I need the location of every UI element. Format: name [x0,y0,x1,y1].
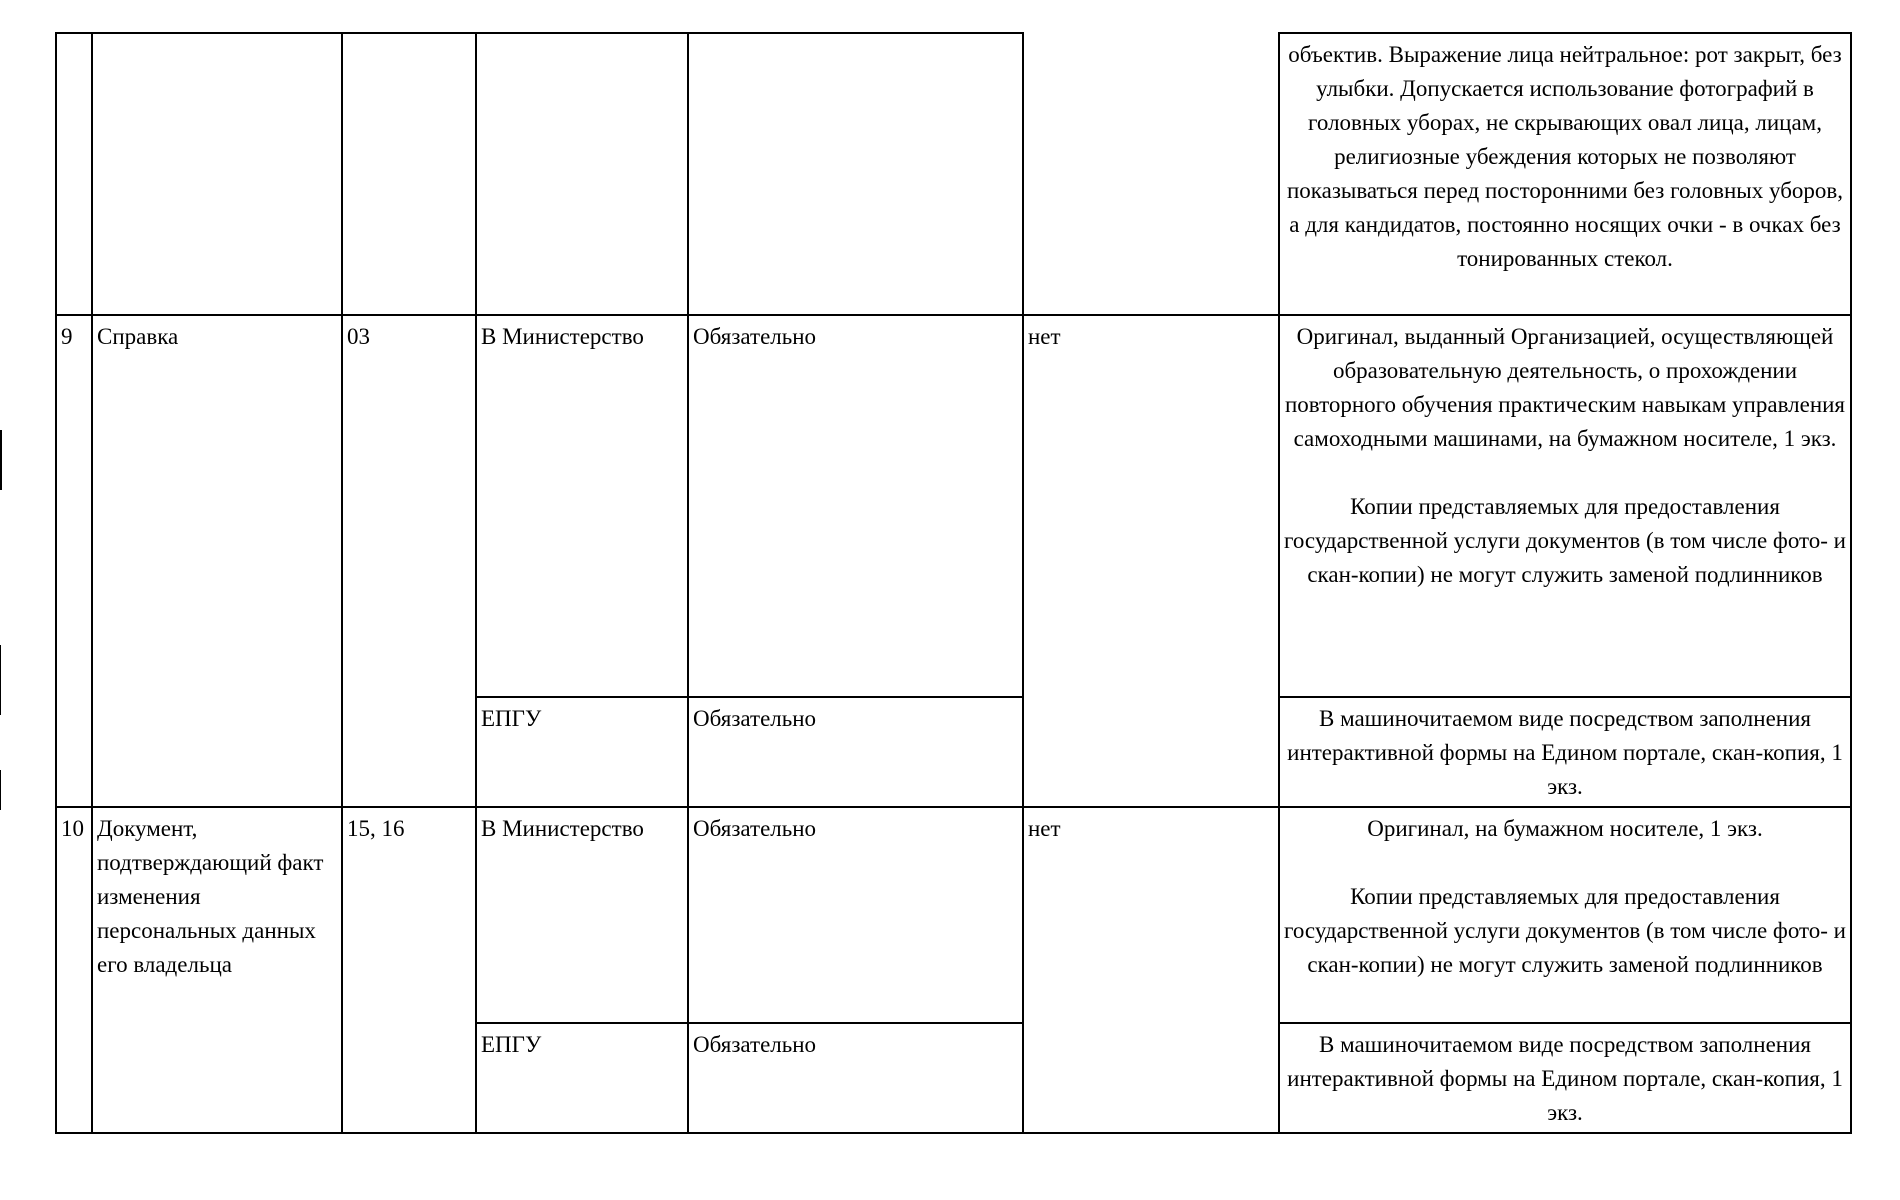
cell-doc [92,33,342,315]
cell-channel: ЕПГУ [476,1023,688,1133]
cell-codes: 03 [342,315,476,807]
cell-channel: В Министерство [476,315,688,697]
table-row [56,807,1851,1023]
scan-artifact [0,770,1,810]
cell-channel: В Министерство [476,807,688,1023]
cell-status: Обязательно [688,315,1023,697]
documents-table [55,32,1852,1134]
cell-channel [476,33,688,315]
table-row-continuation [56,33,1851,315]
scan-artifact [0,645,1,715]
cell-note: Оригинал, выданный Организацией, осуществляющей образовательную деятельность, о прохождении повторного обучения практическим навыкам управления самоходными машинами, на бумажном носителе, 1 экз. Копии представляемых для предоставления государственной услуги документов (в том числе фото- и скан-копии) не могут служить заменой подлинников [1279,315,1851,697]
cell-status [688,33,1023,315]
table-row [56,315,1851,697]
cell-channel: ЕПГУ [476,697,688,807]
cell-status: Обязательно [688,697,1023,807]
cell-doc: Документ, подтверждающий факт изменения персональных данных его владельца [92,807,342,1133]
cell-doc: Справка [92,315,342,807]
cell-note: объектив. Выражение лица нейтральное: рот закрыт, без улыбки. Допускается использование фотографий в головных уборах, не скрывающих овал лица, лицам, религиозные убеждения которых не позволяют показываться перед посторонними без головных уборов, а для кандидатов, постоянно носящих очки - в очках без тонированных стекол. [1279,33,1851,315]
cell-num [56,33,92,315]
cell-status: Обязательно [688,807,1023,1023]
cell-status: Обязательно [688,1023,1023,1133]
cell-num: 10 [56,807,92,1133]
cell-required: нет [1023,315,1279,807]
cell-codes: 15, 16 [342,807,476,1133]
cell-required [1023,33,1279,315]
cell-note: В машиночитаемом виде посредством заполнения интерактивной формы на Едином портале, скан-копия, 1 экз. [1279,1023,1851,1133]
cell-note: Оригинал, на бумажном носителе, 1 экз. Копии представляемых для предоставления государственной услуги документов (в том числе фото- и скан-копии) не могут служить заменой подлинников [1279,807,1851,1023]
scan-artifact [0,430,2,490]
cell-codes [342,33,476,315]
cell-note: В машиночитаемом виде посредством заполнения интерактивной формы на Едином портале, скан-копия, 1 экз. [1279,697,1851,807]
cell-required: нет [1023,807,1279,1133]
cell-num: 9 [56,315,92,807]
